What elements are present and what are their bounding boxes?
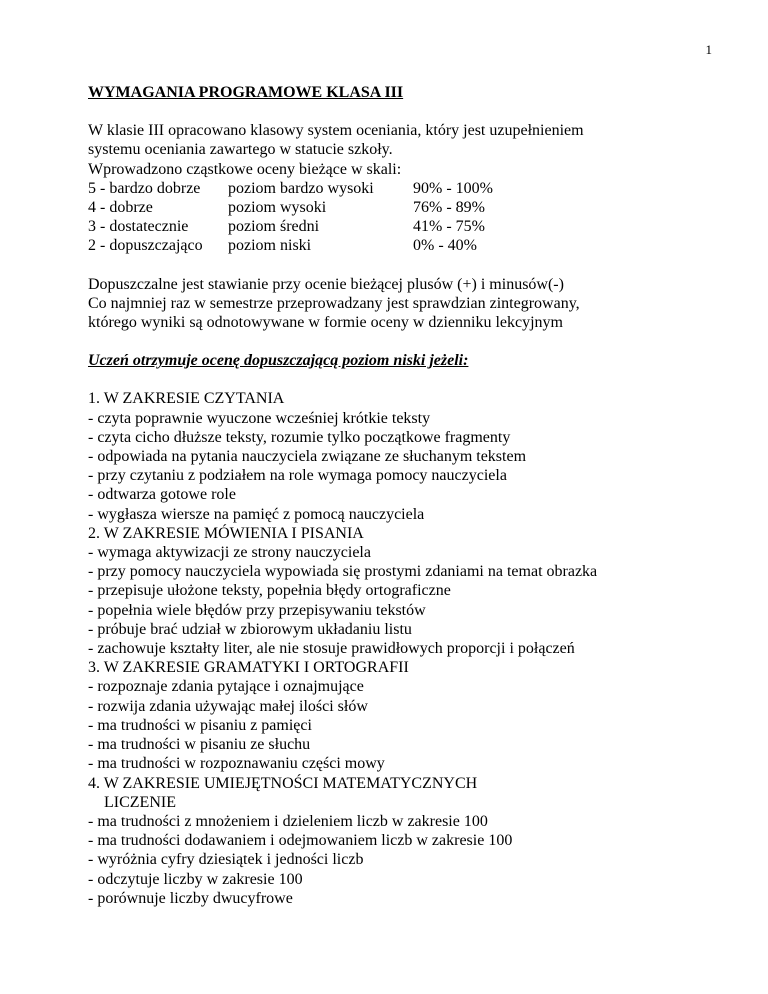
- section-reading: [88, 389, 688, 523]
- requirements-subtitle: Uczeń otrzymuje ocenę dopuszczającą poziom niski jeżeli:: [88, 352, 469, 370]
- list-item: - odtwarza gotowe role: [88, 486, 236, 504]
- scale-range: 76% - 89%: [413, 199, 485, 217]
- list-item: - odczytuje liczby w zakresie 100: [88, 870, 303, 888]
- list-item: - ma trudności w pisaniu z pamięci: [88, 716, 312, 734]
- list-item: - ma trudności w rozpoznawaniu części mowy: [88, 755, 385, 773]
- scale-row: [88, 236, 688, 255]
- section-grammar: [88, 658, 688, 773]
- scale-level: poziom wysoki: [228, 199, 327, 217]
- section-heading: 1. W ZAKRESIE CZYTANIA: [88, 390, 285, 408]
- notes-line: Dopuszczalne jest stawianie przy ocenie bieżącej plusów (+) i minusów(-): [88, 275, 564, 293]
- scale-level: poziom średni: [228, 218, 320, 236]
- list-item: - zachowuje kształty liter, ale nie stosuje prawidłowych proporcji i połączeń: [88, 640, 575, 658]
- scale-level: poziom bardzo wysoki: [228, 179, 374, 197]
- list-item: - wyróżnia cyfry dziesiątek i jedności liczb: [88, 851, 364, 869]
- scale-range: 90% - 100%: [413, 179, 493, 197]
- page-number: 1: [705, 42, 712, 57]
- document-title: WYMAGANIA PROGRAMOWE KLASA III: [88, 84, 404, 101]
- section-heading: 4. W ZAKRESIE UMIEJĘTNOŚCI MATEMATYCZNYCH: [88, 774, 478, 792]
- document-body: [88, 83, 688, 908]
- scale-level: poziom niski: [228, 237, 312, 255]
- list-item: - próbuje brać udział w zbiorowym układaniu listu: [88, 620, 412, 638]
- notes-line: Co najmniej raz w semestrze przeprowadzany jest sprawdzian zintegrowany,: [88, 294, 580, 312]
- section-heading: 2. W ZAKRESIE MÓWIENIA I PISANIA: [88, 524, 364, 542]
- list-item: - przy pomocy nauczyciela wypowiada się prostymi zdaniami na temat obrazka: [88, 563, 598, 581]
- scale-row: [88, 198, 688, 217]
- intro-line: Wprowadzono cząstkowe oceny bieżące w skali:: [88, 160, 402, 178]
- list-item: - ma trudności dodawaniem i odejmowaniem liczb w zakresie 100: [88, 832, 513, 850]
- scale-grade: 5 - bardzo dobrze: [88, 179, 201, 197]
- list-item: - ma trudności w pisaniu ze słuchu: [88, 736, 311, 754]
- section-heading: 3. W ZAKRESIE GRAMATYKI I ORTOGRAFII: [88, 659, 409, 677]
- list-item: - przepisuje ułożone teksty, popełnia błędy ortograficzne: [88, 582, 451, 600]
- list-item: - porównuje liczby dwucyfrowe: [88, 889, 293, 907]
- list-item: - wymaga aktywizacji ze strony nauczyciela: [88, 544, 371, 562]
- list-item: - przy czytaniu z podziałem na role wymaga pomocy nauczyciela: [88, 467, 507, 485]
- intro-line: W klasie III opracowano klasowy system oceniania, który jest uzupełnieniem: [88, 122, 584, 140]
- intro-paragraph: [88, 121, 688, 179]
- notes-line: którego wyniki są odnotowywane w formie oceny w dzienniku lekcyjnym: [88, 314, 563, 332]
- section-heading-continued: LICZENIE: [104, 793, 176, 811]
- list-item: - rozpoznaje zdania pytające i oznajmujące: [88, 678, 364, 696]
- grading-scale: [88, 179, 688, 256]
- notes-paragraph: [88, 275, 688, 333]
- scale-range: 0% - 40%: [413, 237, 477, 255]
- section-speaking-writing: [88, 524, 688, 658]
- list-item: - czyta cicho dłuższe teksty, rozumie tylko początkowe fragmenty: [88, 428, 511, 446]
- intro-line: systemu oceniania zawartego w statucie szkoły.: [88, 141, 393, 159]
- scale-range: 41% - 75%: [413, 218, 485, 236]
- scale-grade: 2 - dopuszczająco: [88, 237, 203, 255]
- list-item: - wygłasza wiersze na pamięć z pomocą nauczyciela: [88, 505, 425, 523]
- list-item: - ma trudności z mnożeniem i dzieleniem liczb w zakresie 100: [88, 812, 488, 830]
- list-item: - odpowiada na pytania nauczyciela związane ze słuchanym tekstem: [88, 448, 527, 466]
- scale-row: [88, 179, 688, 198]
- list-item: - rozwija zdania używając małej ilości słów: [88, 697, 368, 715]
- scale-grade: 3 - dostatecznie: [88, 218, 189, 236]
- scale-grade: 4 - dobrze: [88, 199, 153, 217]
- list-item: - czyta poprawnie wyuczone wcześniej krótkie teksty: [88, 409, 431, 427]
- scale-row: [88, 217, 688, 236]
- section-math: [88, 774, 688, 908]
- list-item: - popełnia wiele błędów przy przepisywaniu tekstów: [88, 601, 426, 619]
